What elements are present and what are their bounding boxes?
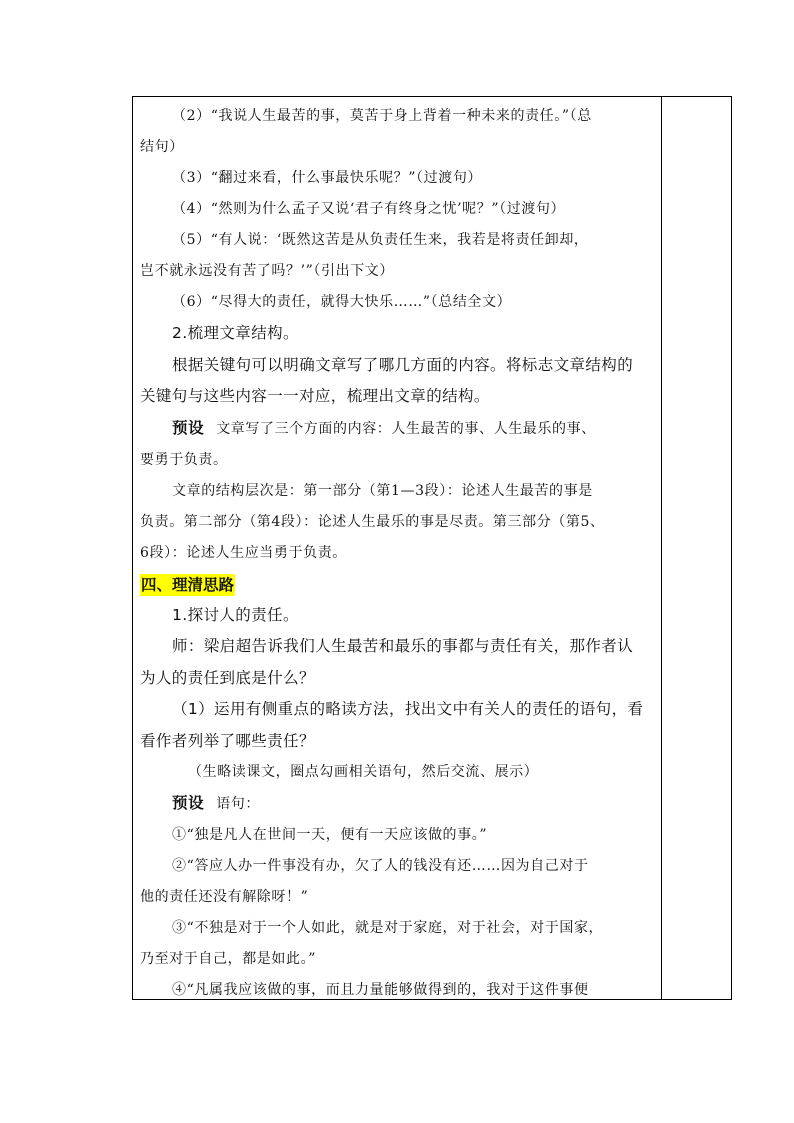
section-2-body: 根据关键句可以明确文章写了哪几方面的内容。将标志文章结构的 [172,355,634,374]
preset-2-text: 语句： [216,796,261,812]
lesson-content-cell [133,97,661,999]
section-4-heading: 四、理清思路 [141,575,235,594]
key-sentence-4: （4）“然则为什么孟子又说‘君子有终身之忧’呢？”（过渡句） [172,201,566,217]
preset-1-text: 文章写了三个方面的内容：人生最苦的事、人生最乐的事、 [216,420,596,437]
key-sentence-5: （5）“有人说：‘既然这苦是从负责任生来，我若是将责任卸却， [172,232,589,248]
section-2-body-cont: 关键句与这些内容一一对应，梳理出文章的结构。 [140,387,490,405]
quote-1: ①“独是凡人在世间一天，便有一天应该做的事。” [172,827,488,843]
preset-label: 预设 [172,794,205,812]
teacher-question-cont: 为人的责任到底是什么？ [140,668,315,687]
structure-line-3: 6段）：论述人生应当勇于负责。 [140,544,347,561]
section-4-heading-row [140,569,653,600]
section-1-title: 1.探讨人的责任。 [172,605,299,624]
quote-3-cont: 乃至对于自己，都是如此。” [140,951,316,967]
step-1: （1）运用有侧重点的略读方法，找出文中有关人的责任的语句，看 [172,700,644,718]
preset-1 [140,413,653,445]
key-sentence-3: （3）“翻过来看，什么事最快乐呢？”（过渡句） [172,170,483,186]
lesson-table [132,96,732,1000]
notes-column [662,97,731,999]
quote-2-cont: 他的责任还没有解除呀！” [140,889,309,905]
preset-2 [140,788,653,820]
quote-4: ④“凡属我应该做的事，而且力量能够做得到的，我对于这件事便 [172,982,589,998]
key-sentence-2: （2）“我说人生最苦的事，莫苦于身上背着一种未来的责任。”（总 [172,108,592,124]
structure-line-2: 负责。第二部分（第4段）：论述人生最乐的事是尽责。第三部分（第5、 [140,513,605,530]
step-1-cont: 看作者列举了哪些责任？ [140,731,315,750]
key-sentence-2-cont: 结句） [140,139,184,155]
quote-3: ③“不独是对于一个人如此，就是对于家庭，对于社会，对于国家， [172,920,604,936]
key-sentence-6: （6）“尽得大的责任，就得大快乐……”（总结全文） [172,294,512,310]
student-activity-note: （生略读课文，圈点勾画相关语句，然后交流、展示） [188,764,539,780]
structure-line-1: 文章的结构层次是：第一部分（第1—3段）：论述人生最苦的事是 [172,482,593,499]
key-sentence-5-cont: 岂不就永远没有苦了吗？’”（引出下文） [140,263,395,279]
teacher-question: 师：梁启超告诉我们人生最苦和最乐的事都与责任有关，那作者认 [172,637,634,655]
quote-2: ②“答应人办一件事没有办，欠了人的钱没有还……因为自己对于 [172,858,589,874]
preset-label: 预设 [172,418,205,437]
preset-1-cont: 要勇于负责。 [140,451,228,468]
section-2-title: 2.梳理文章结构。 [172,324,299,342]
